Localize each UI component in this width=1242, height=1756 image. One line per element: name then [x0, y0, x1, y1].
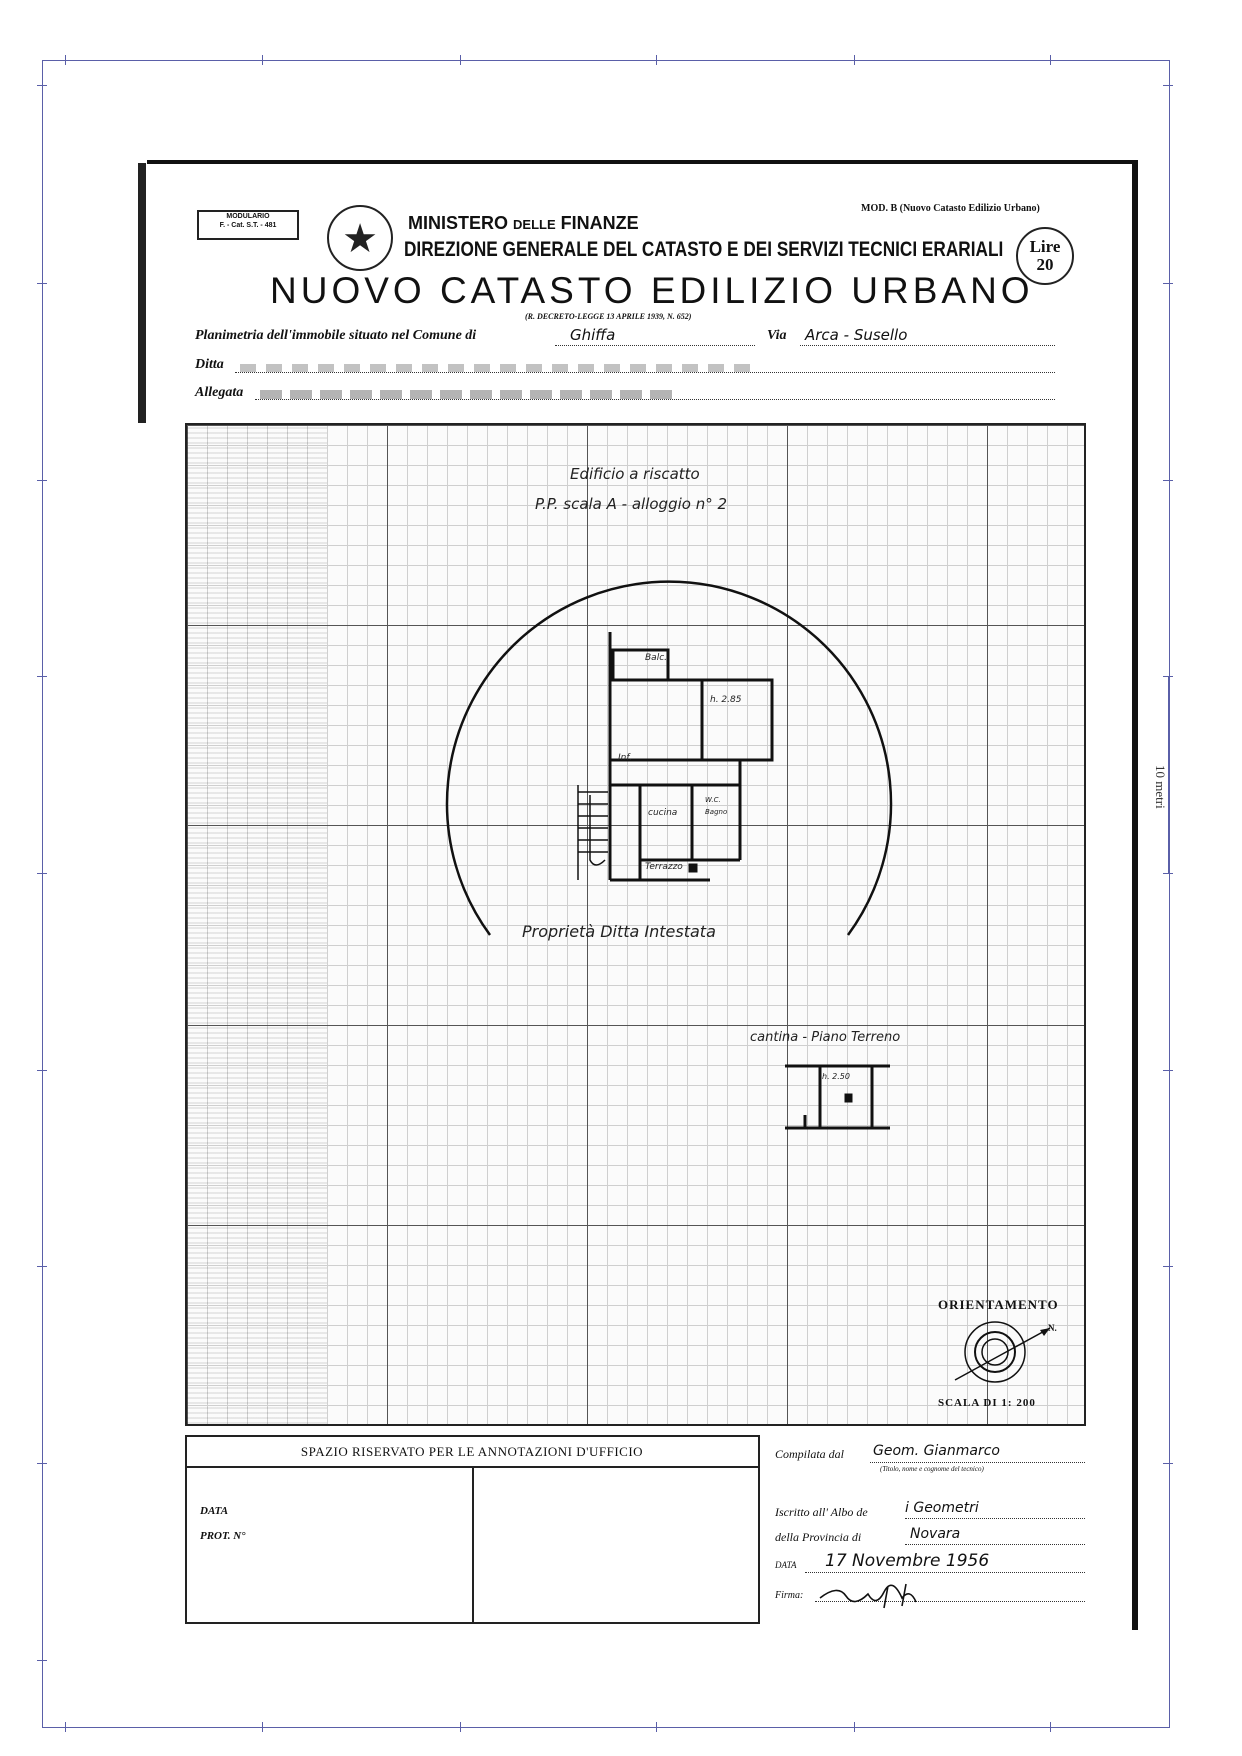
trim-tick	[460, 55, 461, 65]
signature-icon	[818, 1580, 938, 1612]
provincia-underline	[905, 1544, 1085, 1545]
trim-tick	[37, 1070, 47, 1071]
scan-noise-shade	[187, 425, 327, 1424]
floor-plan-drawing	[430, 560, 930, 960]
compilata-value: Geom. Gianmarco	[873, 1443, 1000, 1459]
compilata-underline	[870, 1462, 1085, 1463]
trim-tick	[1163, 1070, 1173, 1071]
north-label: N.	[1048, 1323, 1057, 1333]
trim-tick	[262, 1722, 263, 1732]
apartment-walls	[610, 632, 772, 880]
compass-icon	[950, 1312, 1060, 1392]
decreto-reference: (R. DECRETO-LEGGE 13 APRILE 1939, N. 652)	[525, 312, 692, 321]
data-underline	[805, 1572, 1085, 1573]
planimetria-label: Planimetria dell'immobile situato nel Comune di	[195, 328, 477, 343]
modulario-code: F. - Cat. S.T. - 481	[219, 222, 277, 229]
trim-tick	[37, 1463, 47, 1464]
ministero-suffix: FINANZE	[560, 213, 639, 233]
stairs-hatch	[578, 785, 608, 880]
scale-bar-line	[1168, 676, 1169, 874]
room-terrazzo: Terrazzo	[645, 862, 683, 872]
compilata-label: Compilata dal	[775, 1447, 845, 1461]
allegata-label: Allegata	[195, 385, 244, 400]
ministero-delle: DELLE	[513, 217, 556, 232]
iscritto-underline	[905, 1518, 1085, 1519]
trim-tick	[854, 1722, 855, 1732]
cantina-height: h. 2.50	[822, 1072, 850, 1081]
via-underline	[800, 345, 1055, 346]
trim-tick	[1163, 283, 1173, 284]
comune-value: Ghiffa	[570, 326, 616, 344]
modulario-label: MODULARIO	[226, 213, 270, 220]
scale-label: SCALA DI 1: 200	[938, 1397, 1036, 1409]
trim-tick	[460, 1722, 461, 1732]
trim-tick	[37, 85, 47, 86]
room-cucina: cucina	[648, 808, 678, 818]
provincia-label: della Provincia di	[775, 1530, 862, 1544]
trim-tick	[656, 1722, 657, 1732]
allegata-underline	[255, 399, 1055, 400]
trim-tick	[656, 55, 657, 65]
proprieta-label: Proprietà Ditta Intestata	[522, 922, 716, 941]
italian-republic-emblem-icon: ★	[327, 205, 393, 271]
trim-tick	[1050, 1722, 1051, 1732]
orientamento-label: ORIENTAMENTO	[938, 1297, 1059, 1312]
lire-label: Lire	[1029, 237, 1061, 256]
via-value: Arca - Susello	[805, 326, 908, 344]
room-bagno: Bagno	[705, 808, 728, 816]
comune-underline	[555, 345, 755, 346]
trim-tick	[65, 1722, 66, 1732]
data-value: 17 Novembre 1956	[825, 1551, 990, 1571]
trim-tick	[37, 1266, 47, 1267]
data-label: DATA	[200, 1505, 229, 1517]
mod-b-label: MOD. B (Nuovo Catasto Edilizio Urbano)	[861, 203, 1040, 214]
room-height: h. 2.85	[710, 695, 742, 705]
trim-tick	[1163, 480, 1173, 481]
spazio-riservato-label: SPAZIO RISERVATO PER LE ANNOTAZIONI D'UFFICIO	[300, 1444, 644, 1459]
trim-tick	[37, 283, 47, 284]
page-title: NUOVO CATASTO EDILIZIO URBANO	[270, 270, 1034, 311]
ditta-label: Ditta	[195, 357, 224, 372]
titolo-hint: (Titolo, nome e cognome del tecnico)	[880, 1465, 984, 1473]
ministero-prefix: MINISTERO	[408, 213, 509, 233]
cantina-label: cantina - Piano Terreno	[750, 1030, 901, 1045]
room-wc: W.C.	[705, 796, 721, 804]
scale-bar-label: 10 metri	[1153, 765, 1168, 809]
prot-label: PROT. N°	[200, 1530, 246, 1542]
trim-tick	[262, 55, 263, 65]
room-inf: Inf.	[618, 753, 633, 763]
trim-tick	[854, 55, 855, 65]
modulario-box	[197, 210, 299, 240]
data-label-right: DATA	[775, 1560, 797, 1570]
trim-tick	[1163, 1463, 1173, 1464]
trim-tick	[65, 55, 66, 65]
trim-tick	[37, 676, 47, 677]
iscritto-label: Iscritto all' Albo de	[775, 1505, 868, 1519]
iscritto-value: i Geometri	[905, 1500, 979, 1516]
direzione-heading: DIREZIONE GENERALE DEL CATASTO E DEI SERVIZI TECNICI ERARIALI	[404, 238, 1004, 261]
property-boundary-arc	[447, 582, 891, 935]
scan-edge-shadow	[138, 163, 146, 423]
trim-tick	[1163, 1266, 1173, 1267]
trim-tick	[37, 480, 47, 481]
via-label: Via	[767, 328, 787, 343]
ditta-underline	[235, 372, 1055, 373]
redacted-ditta	[240, 364, 760, 372]
plan-title-line1: Edificio a riscatto	[570, 465, 700, 483]
trim-tick	[1163, 85, 1173, 86]
lire-value: 20	[1036, 255, 1054, 274]
ministero-heading	[408, 213, 639, 234]
trim-tick	[1050, 55, 1051, 65]
firma-label: Firma:	[775, 1590, 804, 1601]
trim-tick	[37, 1660, 47, 1661]
redacted-allegata	[260, 390, 680, 399]
annotations-divider	[472, 1466, 474, 1624]
trim-tick	[37, 873, 47, 874]
provincia-value: Novara	[910, 1526, 961, 1542]
plan-title-line2: P.P. scala A - alloggio n° 2	[535, 495, 728, 513]
room-balc: Balc.	[645, 653, 667, 663]
